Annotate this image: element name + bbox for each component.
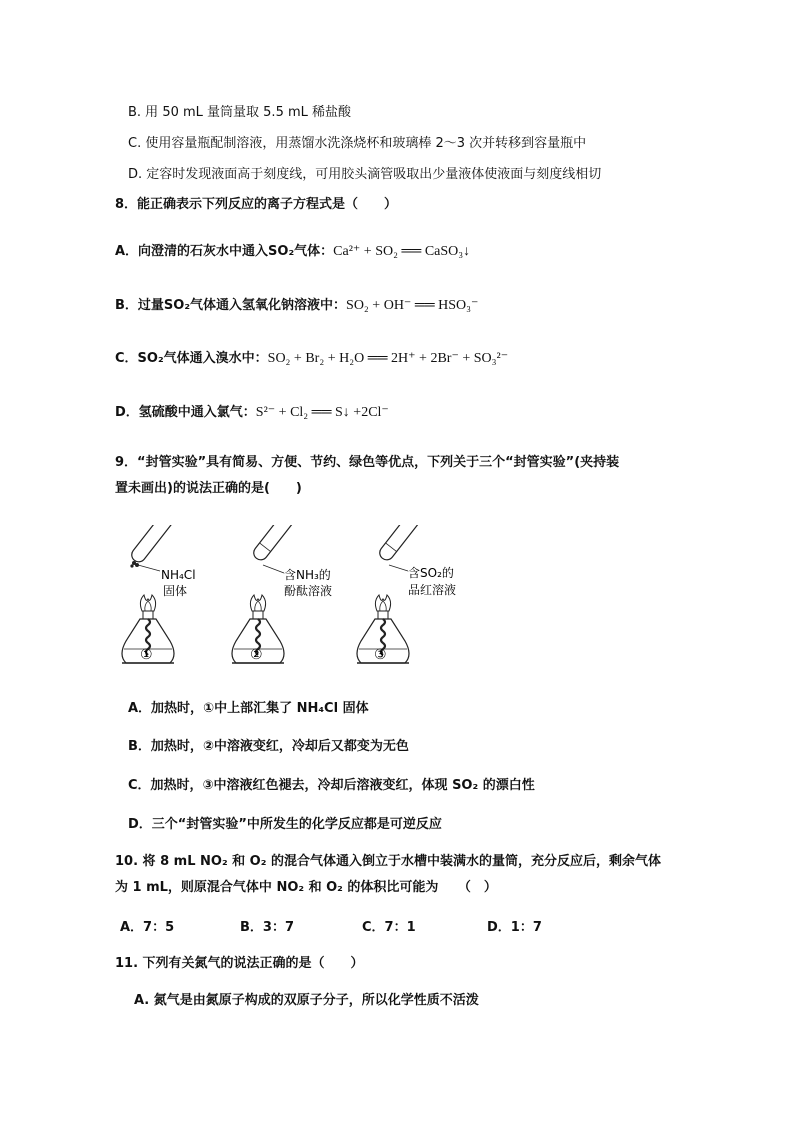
- q8-option-a-text: A．向澄清的石灰水中通入SO₂气体：: [115, 244, 334, 259]
- q10-option-d: D．1：7: [487, 920, 542, 935]
- setup-1-number: ①: [140, 647, 153, 663]
- q8-option-c: [115, 350, 508, 368]
- q9-option-d: D．三个“封管实验”中所发生的化学反应都是可逆反应: [128, 817, 442, 832]
- q9-option-c: C．加热时，③中溶液红色褪去，冷却后溶液变红，体现 SO₂ 的漂白性: [128, 778, 535, 793]
- tube3-label-2: 品红溶液: [408, 583, 457, 597]
- setup-1: [122, 525, 196, 663]
- q7-option-d: D. 定容时发现液面高于刻度线，可用胶头滴管吸取出少量液体使液面与刻度线相切: [128, 167, 602, 182]
- q10-stem-line2: 为 1 mL，则原混合气体中 NO₂ 和 O₂ 的体积比可能为 （ ）: [115, 880, 497, 895]
- sealed-tube-figure: [108, 525, 488, 670]
- setup-2: [232, 525, 332, 663]
- q10-option-c: C．7：1: [362, 920, 416, 935]
- q9-stem-line2: 置未画出)的说法正确的是( ): [115, 481, 302, 496]
- q7-option-b: B. 用 50 mL 量筒量取 5.5 mL 稀盐酸: [128, 105, 352, 120]
- tube3-label-1: 含SO₂的: [408, 566, 454, 580]
- tube1-label-1: NH₄Cl: [161, 568, 196, 582]
- q8-option-b-equation: SO₂ + OH⁻ ══ HSO₃⁻: [346, 298, 479, 313]
- q10-option-a: A．7：5: [120, 920, 175, 935]
- tube2-label-2: 酚酞溶液: [284, 584, 333, 598]
- q9-option-b: B．加热时，②中溶液变红，冷却后又都变为无色: [128, 739, 409, 754]
- q9-stem-line1: 9．“封管实验”具有简易、方便、节约、绿色等优点，下列关于三个“封管实验”(夹持装: [115, 455, 620, 470]
- q9-option-a: A．加热时，①中上部汇集了 NH₄Cl 固体: [128, 701, 369, 716]
- q10-stem-line1: 10. 将 8 mL NO₂ 和 O₂ 的混合气体通入倒立于水槽中装满水的量筒，充分反应后，剩余气体: [115, 854, 661, 869]
- setup-3-number: ③: [374, 647, 387, 663]
- setup-3: [357, 525, 456, 663]
- q10-option-b: B．3：7: [240, 920, 294, 935]
- q8-option-b-text: B．过量SO₂气体通入氢氧化钠溶液中：: [115, 298, 347, 313]
- q8-option-d-equation: S²⁻ + Cl₂ ══ S↓ +2Cl⁻: [255, 405, 389, 420]
- q8-option-c-equation: SO₂ + Br₂ + H₂O ══ 2H⁺ + 2Br⁻ + SO₃²⁻: [267, 351, 509, 366]
- setup-2-number: ②: [250, 647, 263, 663]
- q8-stem: 8．能正确表示下列反应的离子方程式是（ ）: [115, 197, 398, 212]
- q8-option-b: [115, 297, 478, 315]
- tube1-label-2: 固体: [163, 584, 188, 598]
- tube2-label-1: 含NH₃的: [284, 568, 331, 582]
- q8-option-a-equation: Ca²⁺ + SO₂ ══ CaSO₃↓: [333, 244, 471, 259]
- q7-option-c: C. 使用容量瓶配制溶液，用蒸馏水洗涤烧杯和玻璃棒 2～3 次并转移到容量瓶中: [128, 136, 587, 151]
- q8-option-d: [115, 404, 389, 422]
- q11-option-a: A. 氮气是由氮原子构成的双原子分子，所以化学性质不活泼: [134, 993, 479, 1008]
- q11-stem: 11. 下列有关氮气的说法正确的是（ ）: [115, 956, 364, 971]
- q8-option-d-text: D．氢硫酸中通入氯气：: [115, 405, 256, 420]
- q8-option-a: [115, 243, 470, 261]
- q8-option-c-text: C．SO₂气体通入溴水中：: [115, 351, 268, 366]
